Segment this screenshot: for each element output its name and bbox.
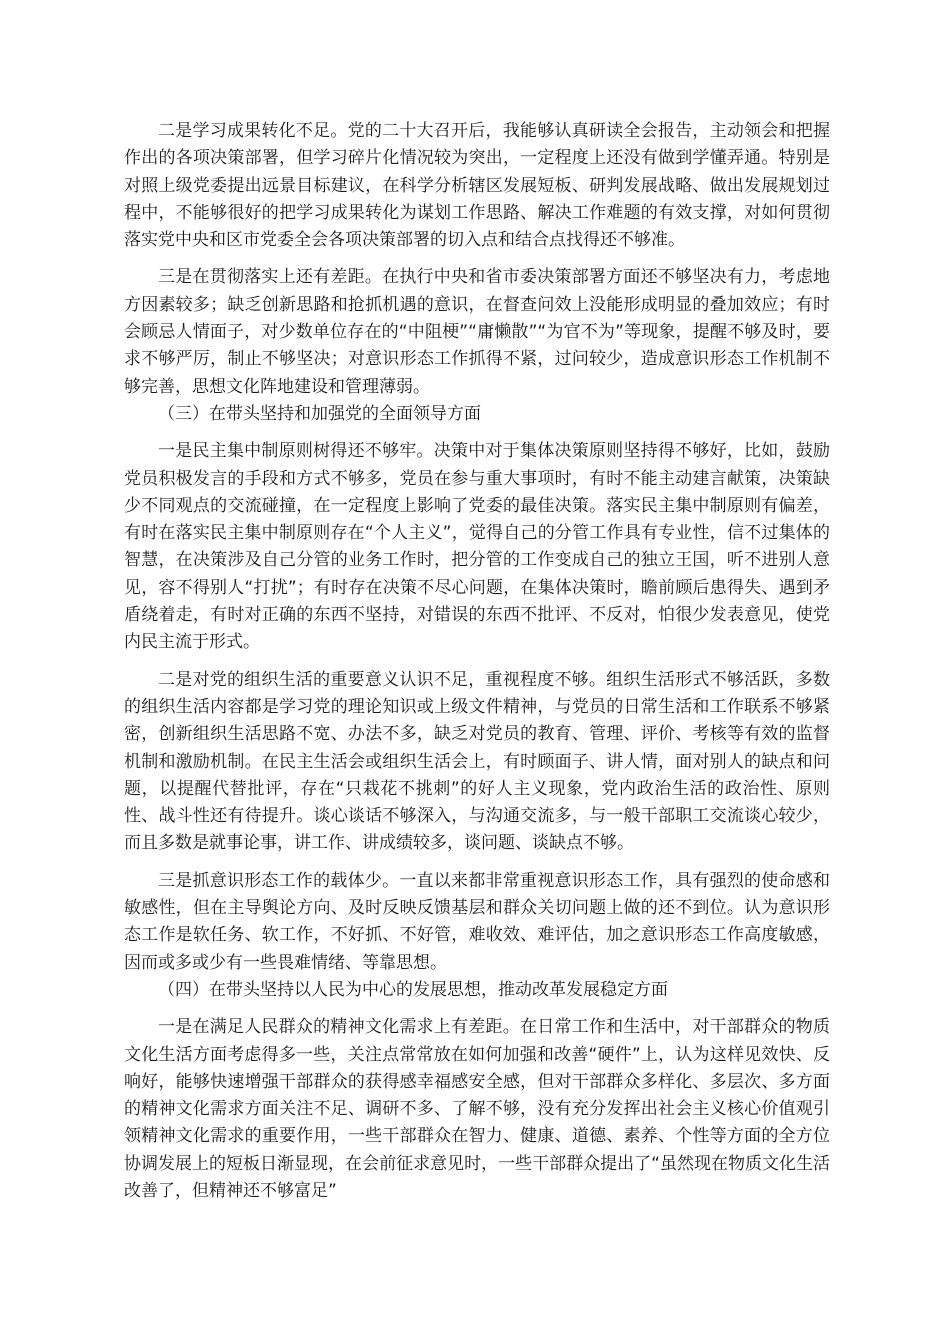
paragraph-implementation-gap: 三是在贯彻落实上还有差距。在执行中央和省市委决策部署方面还不够坚决有力，考虑地方因素较多；缺乏创新思路和抢抓机遇的意识，在督查问效上没能形成明显的叠加效应；有时会顾忌人情面子，对少数单位存在的“中阻梗”“庸懒散”“为官不为”等现象，提醒不够及时，要求不够严厉，制止不够坚决；对意识形态工作抓得不紧，过问较少，造成意识形态工作机制不够完善，思想文化阵地建设和管理薄弱。 [124,267,830,397]
section-heading-party-leadership: （三）在带头坚持和加强党的全面领导方面 [158,403,481,424]
paragraph-spiritual-culture: 一是在满足人民群众的精神文化需求上有差距。在日常工作和生活中，对干部群众的物质文化生活方面考虑得多一些，关注点常常放在如何加强和改善“硬件”上，认为这样见效快、反响好，能够快速增强干部群众的获得感幸福感安全感，但对干部群众多样化、多层次、多方面的精神文化需求方面关注不足、调研不多、了解不够，没有充分发挥出社会主义核心价值观引领精神文化需求的重要作用，一些干部群众在智力、健康、道德、素养、个性等方面的全方位协调发展上的短板日渐显现，在会前征求意见时，一些干部群众提出了“虽然现在物质文化生活改善了，但精神还不够富足” [124,1017,830,1201]
paragraph-democratic-centralism: 一是民主集中制原则树得还不够牢。决策中对于集体决策原则坚持得不够好，比如，鼓励党员积极发言的手段和方式不够多，党员在参与重大事项时，有时不能主动建言献策，决策缺少不同观点的交流碰撞，在一定程度上影响了党委的最佳决策。落实民主集中制原则有偏差，有时在落实民主集中制原则存在“个人主义”，觉得自己的分管工作具有专业性，信不过集体的智慧，在决策涉及自己分管的业务工作时，把分管的工作变成自己的独立王国，听不进别人意见，容不得别人“打扰”；有时存在决策不尽心问题，在集体决策时，瞻前顾后患得失、遇到矛盾绕着走，有时对正确的东西不坚持，对错误的东西不批评、不反对，怕很少发表意见，使党内民主流于形式。 [124,441,830,653]
paragraph-learning-outcomes: 二是学习成果转化不足。党的二十大召开后，我能够认真研读全会报告，主动领会和把握作出的各项决策部署，但学习碎片化情况较为突出，一定程度上还没有做到学懂弄通。特别是对照上级党委提出远景目标建议，在科学分析辖区发展短板、研判发展战略、做出发展规划过程中，不能够很好的把学习成果转化为谋划工作思路、解决工作难题的有效支撑，对如何贯彻落实党中央和区市党委全会各项决策部署的切入点和结合点找得还不够准。 [124,121,830,251]
paragraph-ideology-work: 三是抓意识形态工作的载体少。一直以来都非常重视意识形态工作，具有强烈的使命感和敏感性，但在主导舆论方向、及时反映反馈基层和群众关切问题上做的还不到位。认为意识形态工作是软任务、软工作，不好抓、不好管，难收效、难评估，加之意识形态工作高度敏感，因而或多或少有一些畏难情绪、等靠思想。 [124,870,830,973]
document-page [124,118,830,1205]
paragraph-organizational-life: 二是对党的组织生活的重要意义认识不足，重视程度不够。组织生活形式不够活跃，多数的组织生活内容都是学习党的理论知识或上级文件精神，与党员的日常生活和工作联系不够紧密，创新组织生活思路不宽、办法不多，缺乏对党员的教育、管理、评价、考核等有效的监督机制和激励机制。在民主生活会或组织生活会上，有时顾面子、讲人情，面对别人的缺点和问题，以提醒代替批评，存在“只栽花不挑刺”的好人主义现象，党内政治生活的政治性、原则性、战斗性还有待提升。谈心谈话不够深入，与沟通交流多，与一般干部职工交流谈心较少，而且多数是就事论事，讲工作、讲成绩较多，谈问题、谈缺点不够。 [124,669,830,854]
section-heading-people-centered: （四）在带头坚持以人民为中心的发展思想，推动改革发展稳定方面 [158,979,668,1000]
